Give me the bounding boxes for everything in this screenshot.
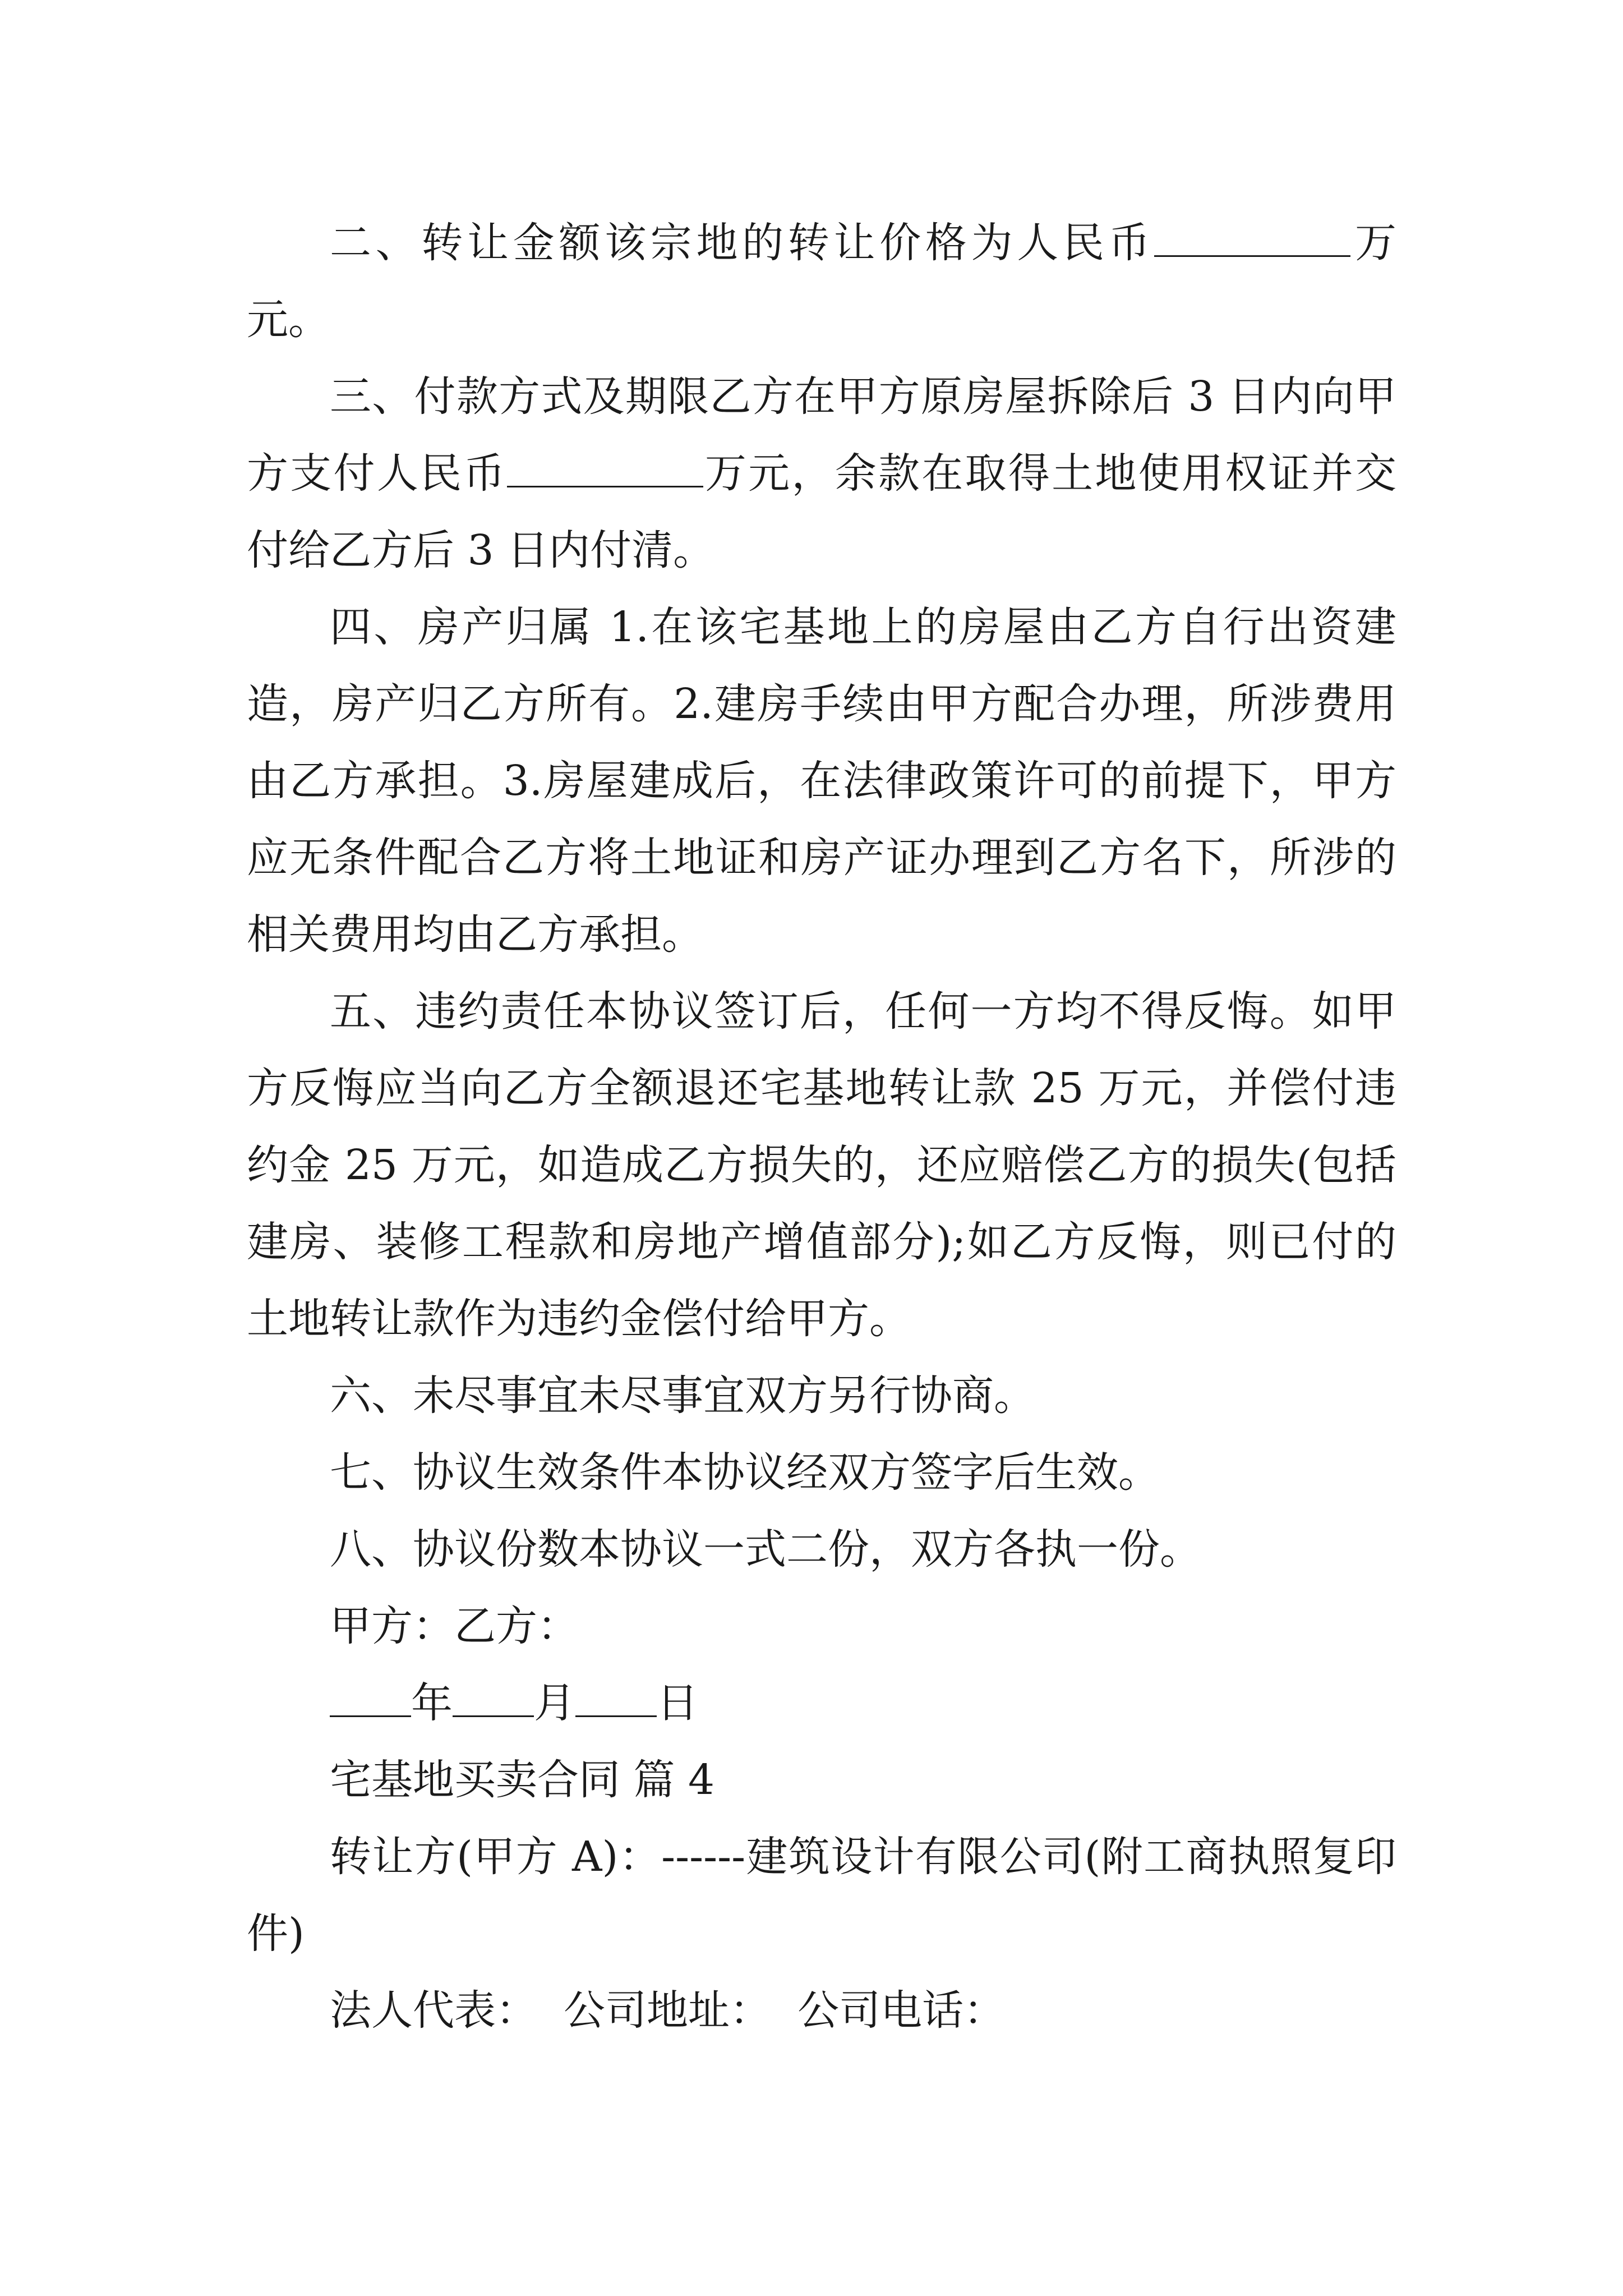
section-heading: 宅基地买卖合同 篇 4: [330, 1756, 715, 1804]
day-label: 日: [657, 1679, 698, 1727]
clause-property-ownership: 四、房产归属 1.在该宅基地上的房屋由乙方自行出资建造，房产归乙方所有。2.建房手续由甲方配合办理，所涉费用由乙方承担。3.房屋建成后，在法律政策许可的前提下，甲方应无条件配合乙方将土地证和房产证办理到乙方名下，所涉的相关费用均由乙方承担。: [247, 603, 1396, 959]
clause-effective-condition: 七、协议生效条件本协议经双方签字后生效。: [330, 1448, 1160, 1497]
date-line: [247, 1665, 1396, 1742]
transferor-line: 转让方(甲方 A)：------建筑设计有限公司(附工商执照复印件): [247, 1833, 1396, 1958]
clause-payment-rest: 万元，余款在取得土地使用权证并交付给乙方后 3 日内付清。: [247, 449, 1397, 574]
payment-blank: [507, 447, 703, 487]
clause-breach-liability: 五、违约责任本协议签订后，任何一方均不得反悔。如甲方反悔应当向乙方全额退还宅基地转让款 25 万元，并偿付违约金 25 万元，如造成乙方损失的，还应赔偿乙方的损失(包括建房、装修工程款和房地产增值部分);如乙方反悔，则已付的土地转让款作为违约金偿付给甲方。: [247, 987, 1396, 1343]
clause-payment-text: 三、付款方式及期限乙方在甲方原房屋拆除后 3 日内向甲方支付人民币: [247, 372, 1396, 498]
year-label: 年: [411, 1679, 453, 1727]
day-blank: [575, 1676, 657, 1717]
parties-signature-line: 甲方：乙方：: [330, 1602, 579, 1650]
clause-other-matters: 六、未尽事宜未尽事宜双方另行协商。: [330, 1372, 1035, 1420]
clause-transfer-amount: [247, 205, 1396, 358]
clause-payment: [247, 358, 1396, 589]
clause-transfer-amount-unit: 万元。: [247, 219, 1397, 344]
month-blank: [453, 1676, 534, 1717]
clause-copies: 八、协议份数本协议一式二份，双方各执一份。: [330, 1525, 1201, 1573]
company-info-line: 法人代表： 公司地址： 公司电话：: [330, 1986, 1006, 2035]
year-blank: [330, 1676, 411, 1717]
document-body: [247, 205, 1396, 2049]
month-label: 月: [534, 1679, 575, 1727]
amount-blank: [1154, 216, 1350, 257]
clause-transfer-amount-text: 二、转让金额该宗地的转让价格为人民币: [330, 219, 1155, 267]
